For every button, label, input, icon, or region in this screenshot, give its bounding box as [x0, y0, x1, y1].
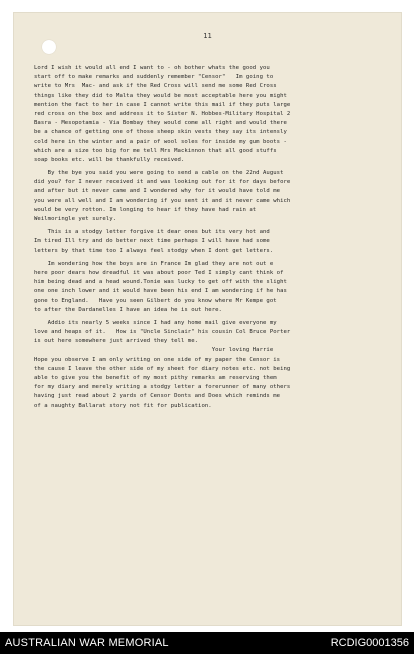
letter-line: for my diary and merely writing a stodgy letter a forerunner of many others: [34, 384, 291, 391]
letter-line: Im tired Ill try and do better next time perhaps I will have had some: [34, 238, 270, 245]
letter-line: Im wondering how the boys are in France Im glad they are not out e: [34, 260, 274, 267]
letter-line: him being dead and a head wound.Tonie was lucky to get off with the slight: [34, 279, 287, 286]
letter-line: love and heaps of it. How is "Uncle Sinclair" his cousin Col Bruce Porter: [34, 329, 291, 336]
institution-name: AUSTRALIAN WAR MEMORIAL: [5, 637, 169, 649]
letter-line: gone to England. Have you seen Gilbert do you know where Mr Kempe got: [34, 297, 277, 304]
letter-line: able to give you the benefit of my most pithy remarks am reserving them: [34, 375, 277, 381]
letter-line: start off to make remarks and suddenly remember "Censor" Im going to: [34, 74, 274, 81]
punch-hole: [42, 40, 56, 54]
letter-line: having just read about 2 yards of Censor Donts and Does which reminds me: [34, 393, 281, 400]
letter-line: Addio its nearly 5 weeks since I had any home mail give everyone my: [34, 319, 277, 326]
letter-line: to after the Dardanelles I have an idea he is out here.: [34, 306, 222, 313]
letter-body: [34, 64, 389, 411]
letter-line: which are a size too big for me tell Mrs Mackinnon that all good stuffs: [34, 147, 277, 154]
letter-line: By the bye you said you were going to send a cable on the 22nd August: [34, 170, 284, 177]
archive-footer: [0, 632, 414, 654]
letter-line: Weilmoringle yet surely.: [34, 216, 117, 222]
letter-line: This is a stodgy letter forgive it dear ones but its very hot and: [34, 229, 270, 236]
letter-line: mention the fact to her in case I cannot write this mail if they puts large: [34, 101, 291, 108]
letter-line: cold here in the winter and a pair of wool soles for inside my gum boots -: [34, 138, 287, 145]
letter-line: did you? for I never received it and was looking out for it for days before: [34, 179, 291, 186]
letter-line: one one inch lower and it would have been his end I am wondering if he has: [34, 288, 287, 295]
record-id: RCDIG0001356: [330, 637, 409, 649]
letter-line: Basra - Mesopotamia - Via Bombay they would come all right and would there: [34, 120, 287, 127]
page-number: 11: [203, 32, 212, 40]
letter-line: would be very rotton. Im longing to hear if they have had rain at: [34, 206, 257, 213]
letter-line: soap books etc. will be thankfully received.: [34, 156, 185, 163]
letter-line: Hope you observe I am only writing on one side of my paper the Censor is: [34, 356, 281, 363]
letter-line: here poor dears how dreadful it was about poor Ted I simply cant think of: [34, 269, 284, 276]
letter-line: be a chance of getting one of those sheep skin vests they say its intensly: [34, 129, 287, 136]
letter-line: the cause I leave the other side of my sheet for diary notes etc. not being: [34, 365, 291, 372]
letter-line: of a naughty Ballarat story not fit for publication.: [34, 402, 212, 409]
letter-line: write to Mrs Mac- and ask if the Red Cross will send me some Red Cross: [34, 83, 277, 90]
letter-line: red cross on the box and address it to Sister N. Hobbes-Military Hospital 2: [34, 110, 291, 117]
letter-line: is out here somewhere just arrived they tell me.: [34, 338, 199, 345]
letter-line: letters by that time too I always feel stodgy when I dont get letters.: [34, 247, 274, 254]
letter-line: Your loving Harrie: [34, 347, 274, 354]
letter-line: and after but it never came and I wondered why for it would have told me: [34, 188, 281, 195]
letter-line: things like they did to Malta they would be most acceptable here you might: [34, 92, 287, 99]
letter-page: [13, 12, 402, 626]
letter-line: you were all well and I am wondering if you sent it and it never came which: [34, 197, 291, 204]
letter-line: Lord I wish it would all end I want to - oh bother whats the good you: [34, 65, 270, 71]
